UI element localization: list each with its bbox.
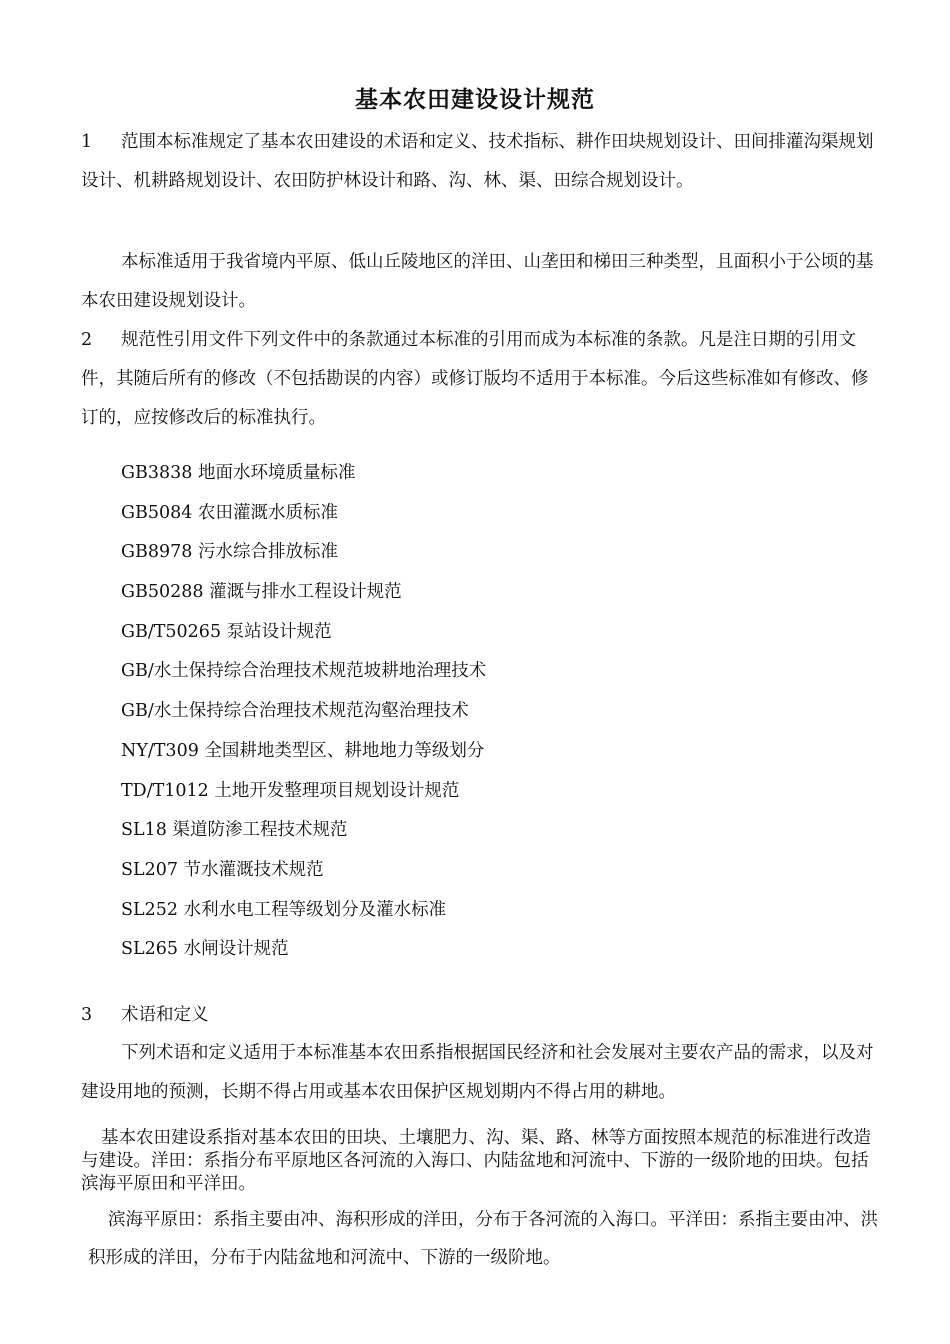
reference-item: GB5084 农田灌溉水质标准 (121, 502, 338, 523)
section-1-text: 范围本标准规定了基本农田建设的术语和定义、技术指标、耕作田块规划设计、田间排灌沟渠规划设计、机耕路规划设计、农田防护林设计和路、沟、林、渠、田综合规划设计。 (81, 132, 874, 191)
section-2-number: 2 (81, 330, 93, 350)
section-3-number: 3 (81, 1005, 93, 1025)
reference-item: SL265 水闸设计规范 (121, 939, 289, 960)
definition-paragraph: 下列术语和定义适用于本标准基本农田系指根据国民经济和社会发展对主要农产品的需求，以及对建设用地的预测，长期不得占用或基本农田保护区规划期内不得占用的耕地。 (81, 1043, 874, 1102)
reference-item: GB3838 地面水环境质量标准 (121, 463, 356, 483)
reference-item: SL207 节水灌溉技术规范 (121, 859, 324, 880)
section-2-paragraph (81, 321, 881, 438)
reference-item: TD/T1012 土地开发整理项目规划设计规范 (121, 780, 460, 801)
section-3-heading (81, 996, 209, 1035)
reference-item: SL18 渠道防渗工程技术规范 (121, 820, 348, 841)
section-1-paragraph (81, 123, 881, 201)
reference-list (121, 454, 486, 970)
reference-item: GB/水土保持综合治理技术规范坡耕地治理技术 (121, 661, 487, 682)
reference-item: GB/水土保持综合治理技术规范沟壑治理技术 (121, 701, 469, 722)
section-3-title: 术语和定义 (121, 1005, 209, 1025)
definition-paragraph: 基本农田建设系指对基本农田的田块、土壤肥力、沟、渠、路、林等方面按照本规范的标准进行改造与建设。洋田：系指分布平原地区各河流的入海口、内陆盆地和河流中、下游的一级阶地的田块。包括滨海平原田和平洋田。 (81, 1128, 871, 1194)
document-title: 基本农田建设设计规范 (355, 87, 595, 114)
section-1-scope-paragraph: 本标准适用于我省境内平原、低山丘陵地区的洋田、山垄田和梯田三种类型，且面积小于公顷的基本农田建设规划设计。 (81, 252, 874, 311)
definition-paragraph: 滨海平原田：系指主要由冲、海积形成的洋田，分布于各河流的入海口。平洋田：系指主要由冲、洪积形成的洋田，分布于内陆盆地和河流中、下游的一级阶地。 (88, 1210, 878, 1268)
section-2-text: 规范性引用文件下列文件中的条款通过本标准的引用而成为本标准的条款。凡是注日期的引用文件，其随后所有的修改（不包括勘误的内容）或修订版均不适用于本标准。今后这些标准如有修改、修订的，应按修改后的标准执行。 (81, 330, 869, 428)
reference-item: GB/T50265 泵站设计规范 (121, 621, 332, 642)
section-1-number: 1 (81, 132, 93, 152)
reference-item: GB50288 灌溉与排水工程设计规范 (121, 582, 402, 603)
reference-item: SL252 水利水电工程等级划分及灌水标准 (121, 899, 447, 920)
reference-item: NY/T309 全国耕地类型区、耕地地力等级划分 (121, 740, 485, 761)
reference-item: GB8978 污水综合排放标准 (121, 542, 338, 563)
